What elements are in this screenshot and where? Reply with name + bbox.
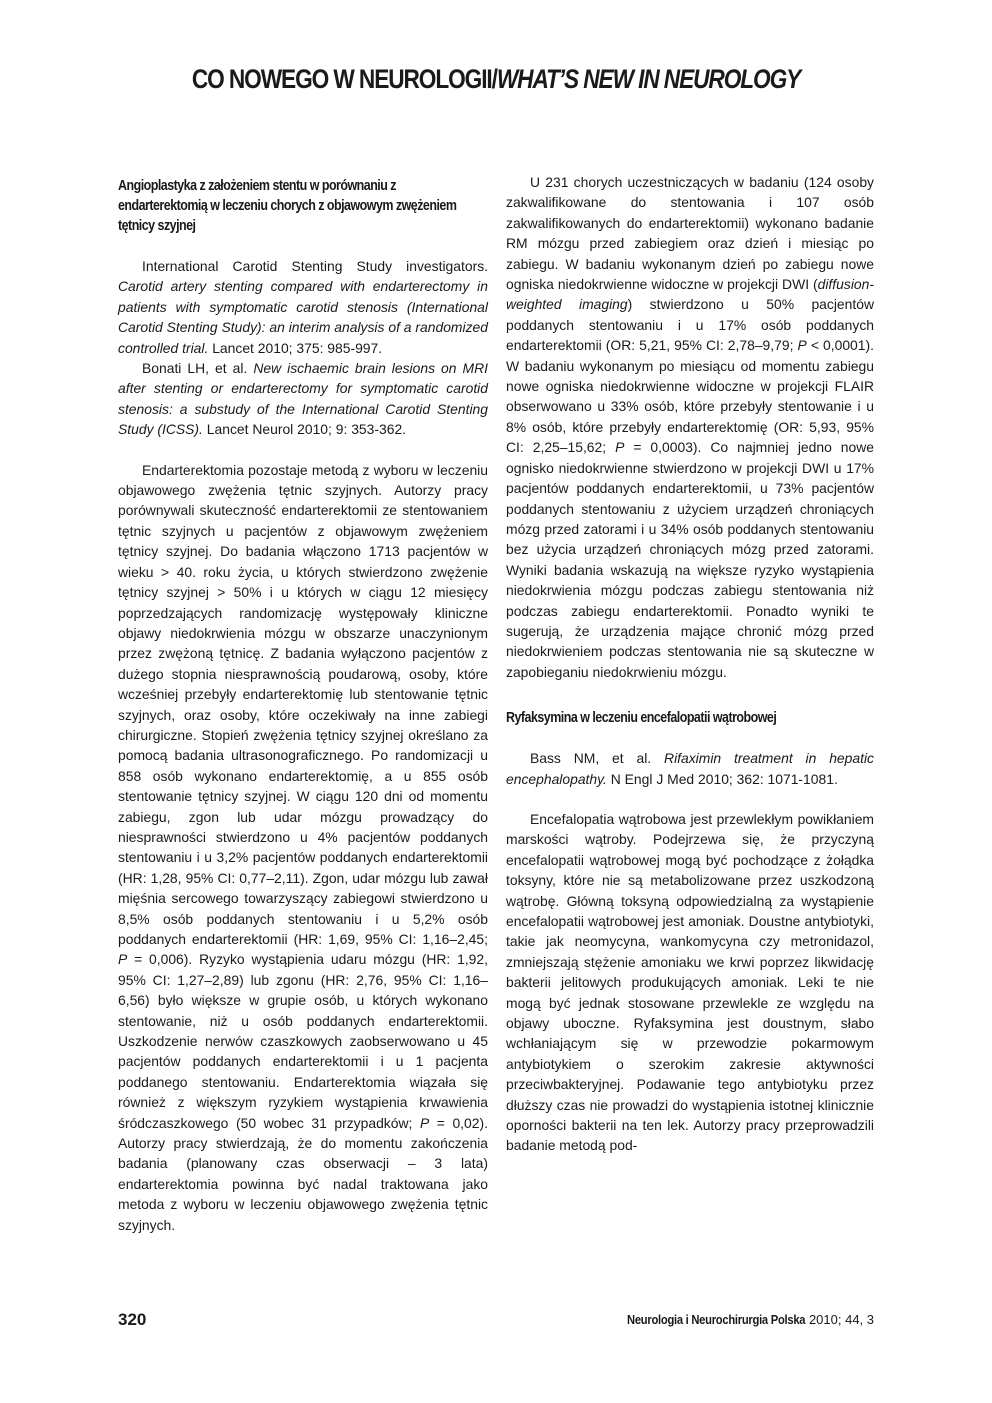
body-text-run: < 0,0001). W badaniu wykonanym po miesiącu od momentu zabiegu nowe ogniska niedokrwienne widoczne w projekcji FLAIR obserwowano u 33% osób, które przebyły stentowanie i u 8% osób, które przebyły endarterektomię (OR: 5,93, 95% CI: 2,25–15,62;	[506, 337, 874, 456]
header-title-pl: CO NOWEGO W NEUROLOGII/	[191, 64, 497, 94]
article2-ref	[506, 748, 874, 789]
ref-source: N Engl J Med 2010; 362: 1071-1081.	[606, 770, 838, 787]
ref1-source: Lancet 2010; 375: 985-997.	[208, 339, 383, 356]
body-text-run: ) stwierdzono u 50% pacjentów poddanych stentowaniu i u 17% osób poddanych endarterektomii (OR: 5,21, 95% CI: 2,78–9,79;	[506, 296, 874, 354]
ref2-source: Lancet Neurol 2010; 9: 353-362.	[202, 421, 407, 438]
article1-paragraph-2	[506, 172, 874, 682]
p-value-symbol: P	[797, 337, 807, 354]
article1-title: Angioplastyka z założeniem stentu w porównaniu z endarterektomią w leczeniu chorych z objawowym zwężeniem tętnicy szyjnej	[118, 178, 457, 234]
article2-paragraph-1: Encefalopatia wątrobowa jest przewlekłym powikłaniem marskości wątroby. Podejrzewa się, że przyczyną encefalopatii wątrobowej mogą być pochodzące z żołądka toksyny, które nie są metabolizowane przez uszkodzoną wątrobę. Główną toksyną odpowiedzialną za wystąpienie encefalopatii wątrobowej jest amoniak. Doustne antybiotyki, takie jak neomycyna, wankomycyna czy metronidazol, zmniejszają stężenie amoniaku we krwi poprzez likwidację bakterii jelitowych produkujących amoniak. Leki te nie mogą być jednak stosowane przewlekle ze względu na objawy uboczne. Ryfaksymina jest doustnym, słabo wchłaniającym się w przewodzie pokarmowym antybiotykiem o szerokim zakresie aktywności przeciwbakteryjnej. Podawanie tego antybiotyku przez dłuższy czas nie prowadzi do wystąpienia istotnej klinicznie oporności bakterii na ten lek. Autorzy pracy przeprowadzili badanie metodą pod-	[506, 810, 874, 1154]
header-title-en: WHAT’S NEW IN NEUROLOGY	[496, 64, 801, 94]
article2-title: Ryfaksymina w leczeniu encefalopatii wątrobowej	[506, 710, 777, 727]
body-text-run: = 0,02). Autorzy pracy stwierdzają, że do momentu zakończenia badania (planowany czas obserwacji – 3 lata) endarterektomia powinna być nadal traktowana jako metoda z wyboru w leczeniu objawowego zwężenia tętnic szyjnych.	[118, 1114, 488, 1233]
p-value-symbol: P	[615, 439, 625, 456]
article2-body	[506, 809, 874, 1156]
article2-references	[506, 748, 874, 789]
ref2-title: New ischaemic brain lesions on MRI after stenting or endarterectomy for symptomatic carotid stenosis: a substudy of the International Carotid Stenting Study (ICSS).	[118, 360, 488, 438]
body-text-run: = 0,006). Ryzyko wystąpienia udaru mózgu (HR: 1,92, 95% CI: 1,27–2,89) lub zgonu (HR: 2,76, 95% CI: 1,16–6,56) było większe w grupie osób, u których wykonano stentowanie, niż u osób poddanych endarterektomii. Uszkodzenie nerwów czaszkowych zaobserwowano u 45 pacjentów poddanych endarterektomii i u 1 pacjenta poddanego stentowaniu. Endarterektomia wiązała się również z większym ryzykiem wystąpienia krwawienia śródczaszkowego (50 wobec 31 przypadków;	[118, 951, 488, 1131]
article1-paragraph-1	[118, 460, 488, 1235]
article1-body-right	[506, 172, 874, 682]
ref1-authors: International Carotid Stenting Study investigators.	[142, 258, 488, 274]
journal-name: Neurologia i Neurochirurgia Polska	[627, 1312, 806, 1327]
journal-issue: 2010; 44, 3	[805, 1312, 874, 1327]
dwi-term: diffusion-weighted imaging	[506, 276, 874, 313]
body-text-run: = 0,0003). Co najmniej jedno nowe ognisko niedokrwienne stwierdzono w projekcji DWI u 17% pacjentów poddanych endarterektomii, u 73% pacjentów poddanych stentowaniu z użyciem urządzeń chroniących mózg przed zatorami i u 34% osób poddanych stentowaniu bez użycia urządzeń chroniących mózg przed zatorami. Wyniki badania wskazują na większe ryzyko wystąpienia niedokrwienia mózgu podczas zabiegu stentowania niż podczas zabiegu endarterektomii. Ponadto wyniki te sugerują, że urządzenia mające chronić mózg przed niedokrwieniem podczas stentowania nie są skuteczne w zapobieganiu niedokrwieniu mózgu.	[506, 439, 874, 680]
p-value-symbol: P	[118, 951, 128, 968]
ref-title: Rifaximin treatment in hepatic encephalopathy.	[506, 750, 874, 787]
ref1-title: Carotid artery stenting compared with endarterectomy in patients with symptomatic carotid stenosis (International Carotid Stenting Study): an interim analysis of a randomized controlled trial.	[118, 278, 488, 356]
left-column	[118, 172, 488, 1235]
body-text-run: Endarterektomia pozostaje metodą z wyboru w leczeniu objawowego zwężenia tętnic szyjnych. Autorzy pracy porównywali skuteczność endarterektomii ze stentowaniem tętnic szyjnych u pacjentów z objawowym zwężeniem tętnicy szyjnej. Do badania włączono 1713 pacjentów w wieku > 40. roku życia, u których stwierdzono zwężenie tętnicy szyjnej > 50% i u których w ciągu 12 miesięcy poprzedzających randomizację występowały kliniczne objawy niedokrwienia mózgu w obszarze unaczynionym przez zwężoną tętnicę. Z badania wyłączono pacjentów z dużego stopnia niesprawnością poudarową, osoby, które wcześniej przebyły endarterektomię lub stentowanie tętnic szyjnych, oraz osoby, które oczekiwały na inne zabiegi chirurgiczne. Stopień zwężenia tętnicy szyjnej określano za pomocą badania ultrasonograficznego. Po randomizacji u 858 osób wykonano endarterektomię, a u 855 osób stentowanie tętnicy szyjnej. W ciągu 120 dni od momentu zabiegu, zgon lub udar mózgu prowadzący do niesprawności stwierdzono u 4% pacjentów poddanych stentowaniu i u 3,2% pacjentów poddanych endarterektomii (HR: 1,28, 95% CI: 0,77–2,11). Zgon, udar mózgu lub zawał mięśnia sercowego towarzyszący zabiegowi stwierdzono u 8,5% osób poddanych stentowaniu i u 5,2% osób poddanych endarterektomii (HR: 1,69, 95% CI: 1,16–2,45;	[118, 461, 488, 947]
body-text-run: U 231 chorych uczestniczących w badaniu (124 osoby zakwalifikowane do stentowania i 107 osób zakwalifikowanych do endarterektomii) wykonano badanie RM mózgu przed zabiegiem oraz dzień i miesiąc po zabiegu. W badaniu wykonanym dzień po zabiegu nowe ogniska niedokrwienne widoczne w projekcji DWI (	[506, 174, 874, 293]
article1-ref2	[118, 358, 488, 440]
page-header	[79, 64, 912, 95]
ref2-authors: Bonati LH, et al.	[142, 360, 254, 377]
p-value-symbol: P	[419, 1114, 430, 1131]
ref-authors: Bass NM, et al.	[530, 750, 665, 767]
article1-ref1	[118, 256, 488, 358]
article1-references	[118, 256, 488, 440]
page-number: 320	[118, 1310, 147, 1329]
right-column	[506, 172, 874, 1156]
journal-footer	[598, 1312, 874, 1327]
article1-body-left	[118, 460, 488, 1235]
